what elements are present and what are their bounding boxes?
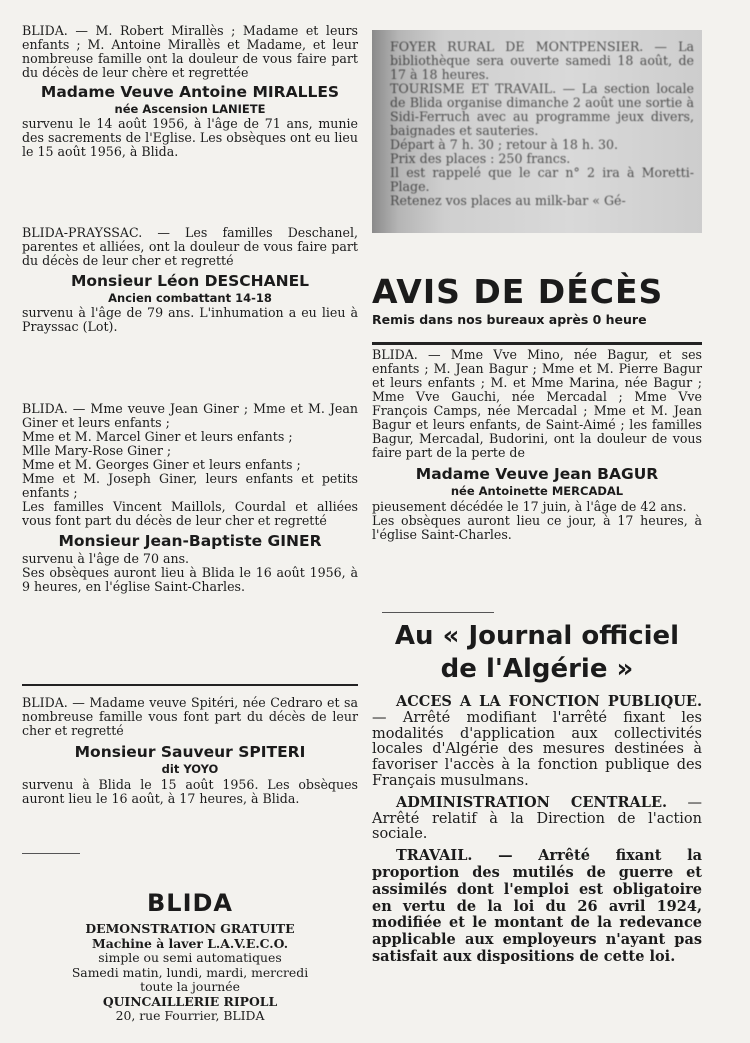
ad-line: Machine à laver L.A.V.E.C.O.	[91, 935, 289, 951]
short-divider	[22, 853, 80, 854]
notice-details: survenu le 14 août 1956, à l'âge de 71 ans, munie des sacrements de l'Eglise. Les obsèques ont eu lieu le 15 août 1956, à Blida.	[22, 116, 358, 159]
section-subtitle: Remis dans nos bureaux après 0 heure	[372, 312, 647, 327]
section-title: de l'Algérie »	[440, 654, 634, 684]
avis-deces-header	[372, 272, 702, 328]
journal-officiel-section	[372, 620, 702, 966]
notice-miralles	[22, 24, 358, 159]
notice-text: BLIDA. — Mme Vve Mino, née Bagur, et ses enfants ; M. Jean Bagur ; Mme et M. Pierre Bagur et leurs enfants ; M. et Mme Marina, née Bagur ; Mme Vve Gauchi, née Mercadal ; Mme Vve François Camps, née Mercadal ; Mme et M. Jean Bagur et leurs enfants, de Saint-Aimé ; les familles Bagur, Mercadal, Budorini, ont la douleur de vous faire part de la perte de	[372, 347, 702, 460]
deceased-subtitle: Ancien combattant 14-18	[108, 291, 272, 305]
notice-spiteri	[22, 696, 358, 806]
ad-line: QUINCAILLERIE RIPOLL	[102, 993, 278, 1009]
deceased-name: Madame Veuve Jean BAGUR	[415, 465, 659, 483]
clipped-article-image	[372, 30, 702, 233]
section-divider	[22, 684, 358, 686]
section-title: Au « Journal officiel	[394, 621, 680, 651]
journal-entry	[372, 694, 702, 790]
notice-text: BLIDA-PRAYSSAC. — Les familles Deschanel, parentes et alliées, ont la douleur de vous faire part du décès de leur cher et regretté	[22, 225, 358, 268]
notice-deschanel	[22, 226, 358, 334]
deceased-name: Monsieur Jean-Baptiste GINER	[58, 532, 322, 550]
entry-body: — Arrêté fixant la proportion des mutilés de guerre et assimilés dont l'emploi est obligatoire en vertu de la loi du 26 avril 1924, modifiée et le montant de la redevance applicable aux employeurs n'ayant pas satisfait aux dispositions de cette loi.	[372, 847, 702, 965]
notice-bagur	[372, 348, 702, 542]
deceased-name: Monsieur Sauveur SPITERI	[74, 743, 306, 761]
ad-line: DEMONSTRATION GRATUITE	[85, 921, 295, 936]
ad-line: 20, rue Fourrier, BLIDA	[115, 1008, 265, 1023]
deceased-subtitle: dit YOYO	[161, 762, 219, 776]
entry-heading: ADMINISTRATION CENTRALE.	[396, 793, 668, 811]
notice-details: pieusement décédée le 17 juin, à l'âge de 42 ans. Les obsèques auront lieu ce jour, à 17 heures, à l'église Saint-Charles.	[372, 499, 702, 542]
ad-blida	[22, 888, 358, 1024]
journal-entry	[372, 795, 702, 843]
entry-body: — Arrêté relatif à la Direction de l'action sociale.	[372, 794, 702, 843]
short-divider	[382, 612, 494, 613]
section-masthead: AVIS DE DÉCÈS	[372, 272, 664, 311]
notice-details: survenu à l'âge de 79 ans. L'inhumation a eu lieu à Prayssac (Lot).	[22, 305, 358, 334]
notice-text: BLIDA. — M. Robert Mirallès ; Madame et leurs enfants ; M. Antoine Mirallès et Madame, et leur nombreuse famille ont la douleur de vous faire part du décès de leur chère et regrettée	[22, 23, 358, 80]
entry-heading: ACCES A LA FONCTION PUBLIQUE.	[396, 693, 702, 710]
entry-body: — Arrêté modifiant l'arrêté fixant les modalités d'application aux collectivités locales d'Algérie des mesures destinées à favoriser l'accès à la fonction publique des Français musulmans.	[372, 709, 702, 789]
deceased-subtitle: née Ascension LANIETE	[114, 102, 266, 116]
entry-heading: TRAVAIL.	[396, 847, 473, 865]
notice-text: BLIDA. — Madame veuve Spitéri, née Cedraro et sa nombreuse famille vous font part du décès de leur cher et regretté	[22, 695, 358, 738]
section-divider	[372, 342, 702, 345]
ad-title: BLIDA	[146, 889, 233, 917]
deceased-name: Madame Veuve Antoine MIRALLES	[40, 83, 340, 101]
journal-entry	[372, 848, 702, 966]
clipped-article-text: FOYER RURAL DE MONTPENSIER. — La bibliothèque sera ouverte samedi 18 août, de 17 à 18 heures. TOURISME ET TRAVAIL. — La section locale de Blida organise dimanche 2 août une sortie à Sidi-Ferruch avec au programme jeux divers, baignades et sauteries. Départ à 7 h. 30 ; retour à 18 h. 30. Prix des places : 250 francs. Il est rappelé que le car n° 2 ira à Moretti-Plage. Retenez vos places au milk-bar « Gé-	[390, 39, 694, 208]
ad-line: Samedi matin, lundi, mardi, mercredi	[71, 964, 309, 980]
notice-details: survenu à l'âge de 70 ans. Ses obsèques auront lieu à Blida le 16 août 1956, à 9 heures, en l'église Saint-Charles.	[22, 551, 358, 594]
deceased-subtitle: née Antoinette MERCADAL	[450, 484, 624, 498]
notice-giner	[22, 402, 358, 594]
notice-details: survenu à Blida le 15 août 1956. Les obsèques auront lieu le 16 août, à 17 heures, à Blida.	[22, 777, 358, 806]
notice-text: BLIDA. — Mme veuve Jean Giner ; Mme et M. Jean Giner et leurs enfants ; Mme et M. Marcel Giner et leurs enfants ; Mlle Mary-Rose Giner ; Mme et M. Georges Giner et leurs enfants ; Mme et M. Joseph Giner, leurs enfants et petits enfants ; Les familles Vincent Maillols, Courdal et alliées vous font part du décès de leur cher et regretté	[22, 401, 358, 528]
ad-line: simple ou semi automatiques	[98, 950, 282, 965]
ad-line: toute la journée	[140, 979, 240, 994]
deceased-name: Monsieur Léon DESCHANEL	[70, 272, 310, 290]
